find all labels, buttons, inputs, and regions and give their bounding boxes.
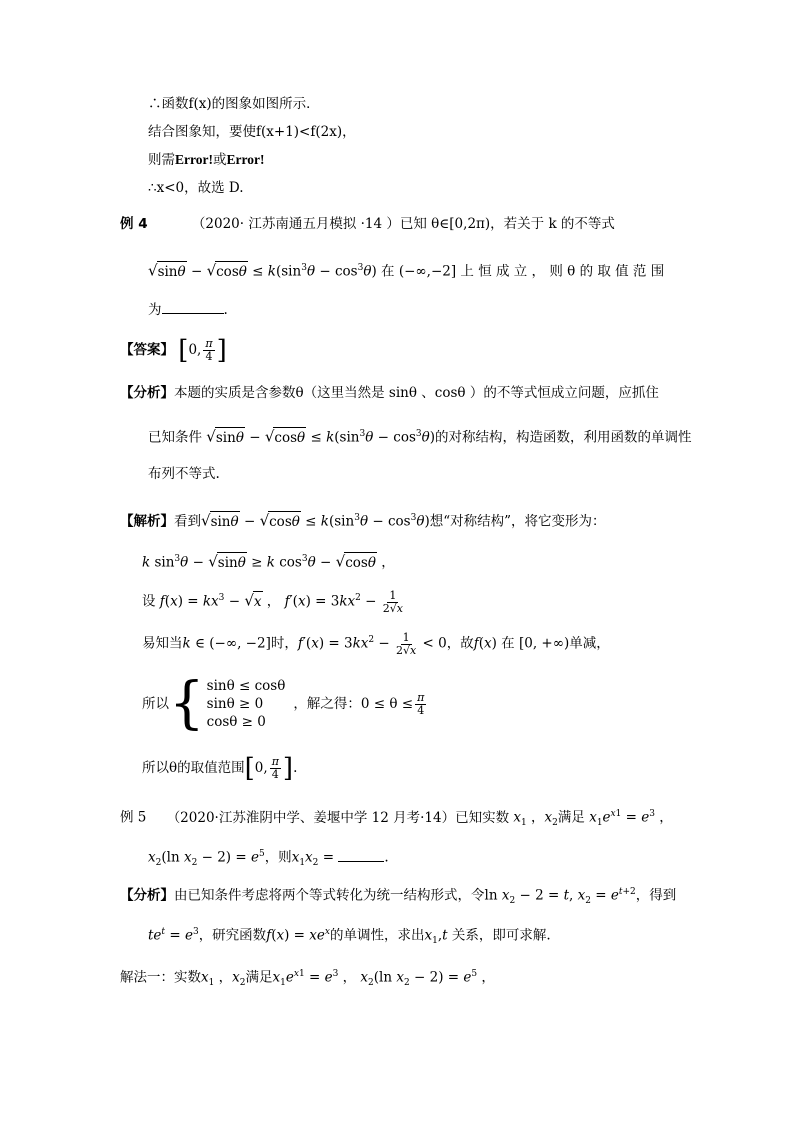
ex5-analysis-text: 由已知条件考虑将两个等式转化为统一结构形式，令 bbox=[174, 887, 485, 904]
range-end: . bbox=[293, 760, 298, 776]
example-4-source: （2020· 江苏南通五月模拟 ·14 ）已知 θ∈[0,2π)，若关于 k 的不等式 bbox=[191, 216, 615, 232]
example-5-method-1: 解法一：实数$x_1$ ，$x_2$满足$x_1e^{x1} = e^3$ ， $x_2(\ln$ $x_2 - 2) = e^5$ ， bbox=[120, 969, 495, 989]
answer-lower: 0 bbox=[188, 342, 198, 358]
solution-tag: 【解析】 bbox=[120, 513, 174, 530]
example-4-inequality: $√\sin\theta - √\cos\theta \le k(\sin^3\theta - \cos^3\theta)$ 在 (−∞,−2] 上 恒 成 立 ， 则 θ 的 取 值 范 围 bbox=[148, 261, 665, 280]
system-result: ，解之得：0 ≤ θ ≤ bbox=[293, 696, 414, 712]
solution-define-f: 设 $f(x) = kx^3 - √x$ ， $f'(x) = 3kx^2$ − $\frac{1}{2√x}$ bbox=[142, 588, 403, 615]
analysis-text-2b: 的对称结构，构造函数，利用函数的单调性 bbox=[435, 429, 692, 446]
ex5-analysis-tag: 【分析】 bbox=[120, 887, 174, 904]
system-row-1: sinθ ≤ cosθ bbox=[206, 678, 286, 694]
error-ref-2: Error! bbox=[226, 152, 265, 167]
answer-blank-2 bbox=[338, 861, 384, 862]
method-1-cond: 满足 bbox=[245, 969, 273, 986]
solution-system: 所以 { sinθ ≤ cosθ sinθ ≥ 0 cosθ ≥ 0 ，解之得：0 ≤ θ ≤ $\frac{\pi}{4}$ bbox=[142, 671, 425, 736]
range-text: 所以θ的取值范围 bbox=[142, 760, 245, 776]
example-5-analysis-2: $te^t = e^3$，研究函数$f(x) = xe^x$的单调性，求出$x_1,t$ 关系，即可求解. bbox=[148, 927, 551, 947]
system-row-2: sinθ ≥ 0 bbox=[206, 696, 264, 712]
example-4-header bbox=[120, 214, 615, 234]
example-4-ask-end: . bbox=[223, 302, 228, 318]
system-row-3: cosθ ≥ 0 bbox=[206, 714, 266, 730]
answer-line: 【答案】 [0, $\frac{\pi}{4}$ ] bbox=[120, 335, 227, 366]
example-5-then: ，则 bbox=[264, 849, 292, 866]
answer-tag: 【答案】 bbox=[120, 342, 174, 358]
solution-line-1: 【解析】看到$√\sin\theta - √\cos\theta \le k(\sin^3\theta - \cos^3\theta)$想“对称结构”，将它变形为： bbox=[120, 511, 606, 530]
error-conj: 或 bbox=[212, 152, 227, 168]
analysis-text-2a: 已知条件 bbox=[148, 429, 202, 446]
example-4-label: 例 4 bbox=[120, 216, 148, 232]
example-5-label: 例 5 bbox=[120, 809, 147, 826]
solution-monotone: 易知当k ∈ (−∞, −2]时，$f'(x) = 3kx^2$ − $\frac{1}{2√x}$ < 0，故f(x) 在 [0, +∞)单减， bbox=[142, 630, 610, 657]
analysis-text-1: 本题的实质是含参数θ（这里当然是 sinθ 、cosθ ）的不等式恒成立问题，应抓住 bbox=[174, 385, 659, 401]
example-5-analysis-1: 【分析】由已知条件考虑将两个等式转化为统一结构形式，令$\ln x_2 - 2 = t$, $x_2 = e^{t+2}$，得到 bbox=[120, 887, 677, 907]
example-4-ask bbox=[148, 300, 228, 320]
answer-den: 4 bbox=[205, 350, 213, 363]
example-5-header: 例 5 （2020·江苏淮阴中学、姜堰中学 12 月考·14）已知实数 $x_1$ ，$x_2$满足 $x_1e^{x1} = e^3$ ， bbox=[120, 809, 673, 829]
solution-so: ，故 bbox=[446, 635, 474, 652]
method-1-text: 解法一：实数 bbox=[120, 969, 201, 986]
solution-set: 设 bbox=[142, 593, 156, 610]
solution-when-mid: 时， bbox=[270, 635, 298, 652]
solution-decreasing: 单减， bbox=[569, 635, 610, 652]
example-4-cond-tail: 在 (−∞,−2] 上 恒 成 立 ， 则 θ 的 取 值 范 围 bbox=[381, 263, 665, 280]
example-5-cond: 满足 bbox=[557, 809, 585, 826]
answer-num: π bbox=[205, 337, 213, 350]
analysis-line-3: 布列不等式. bbox=[148, 466, 220, 482]
solution-when: 易知当 bbox=[142, 635, 183, 652]
solution-transform: k $\sin^3\theta - √\sin\theta \ge k$ $\cos^3\theta - √\cos\theta$ ， bbox=[142, 552, 395, 571]
ex5-analysis-end2: 关系，即可求解. bbox=[451, 927, 551, 944]
text-line-conclusion: ∴函数f(x)的图象如图所示． bbox=[148, 96, 320, 112]
example-5-source: （2020·江苏淮阴中学、姜堰中学 12 月考·14）已知实数 bbox=[166, 809, 510, 826]
analysis-tag: 【分析】 bbox=[120, 385, 174, 401]
solution-text-1b: 想“对称结构”，将它变形为： bbox=[429, 513, 606, 530]
analysis-line-1 bbox=[120, 383, 659, 403]
example-5-line-2: $x_2(\ln$ $x_2 - 2) = e^5$，则$x_1x_2$ = . bbox=[148, 849, 389, 869]
solution-range: 所以θ的取值范围[0, $\frac{\pi}{4}$ ]. bbox=[142, 753, 298, 784]
solution-text-1a: 看到 bbox=[174, 513, 201, 530]
ex5-analysis-mid: ，研究函数 bbox=[198, 927, 267, 944]
ex5-analysis-mid2: 的单调性，求出 bbox=[329, 927, 425, 944]
error-prefix: 则需 bbox=[148, 152, 175, 168]
text-line-condition: 结合图象知，要使f(x+1)<f(2x)， bbox=[148, 124, 356, 140]
system-prefix: 所以 bbox=[142, 696, 169, 712]
answer-blank bbox=[162, 313, 224, 314]
ex5-analysis-end: ，得到 bbox=[635, 887, 677, 904]
example-4-ask-text: 为 bbox=[148, 302, 162, 318]
text-line-error bbox=[148, 150, 264, 170]
analysis-line-2: 已知条件 $√\sin\theta - √\cos\theta \le k(\sin^3\theta - \cos^3\theta)$的对称结构，构造函数，利用函数的单调性 bbox=[148, 427, 692, 446]
error-ref-1: Error! bbox=[175, 152, 213, 167]
text-line-choice: ∴x<0，故选 D. bbox=[148, 180, 244, 196]
